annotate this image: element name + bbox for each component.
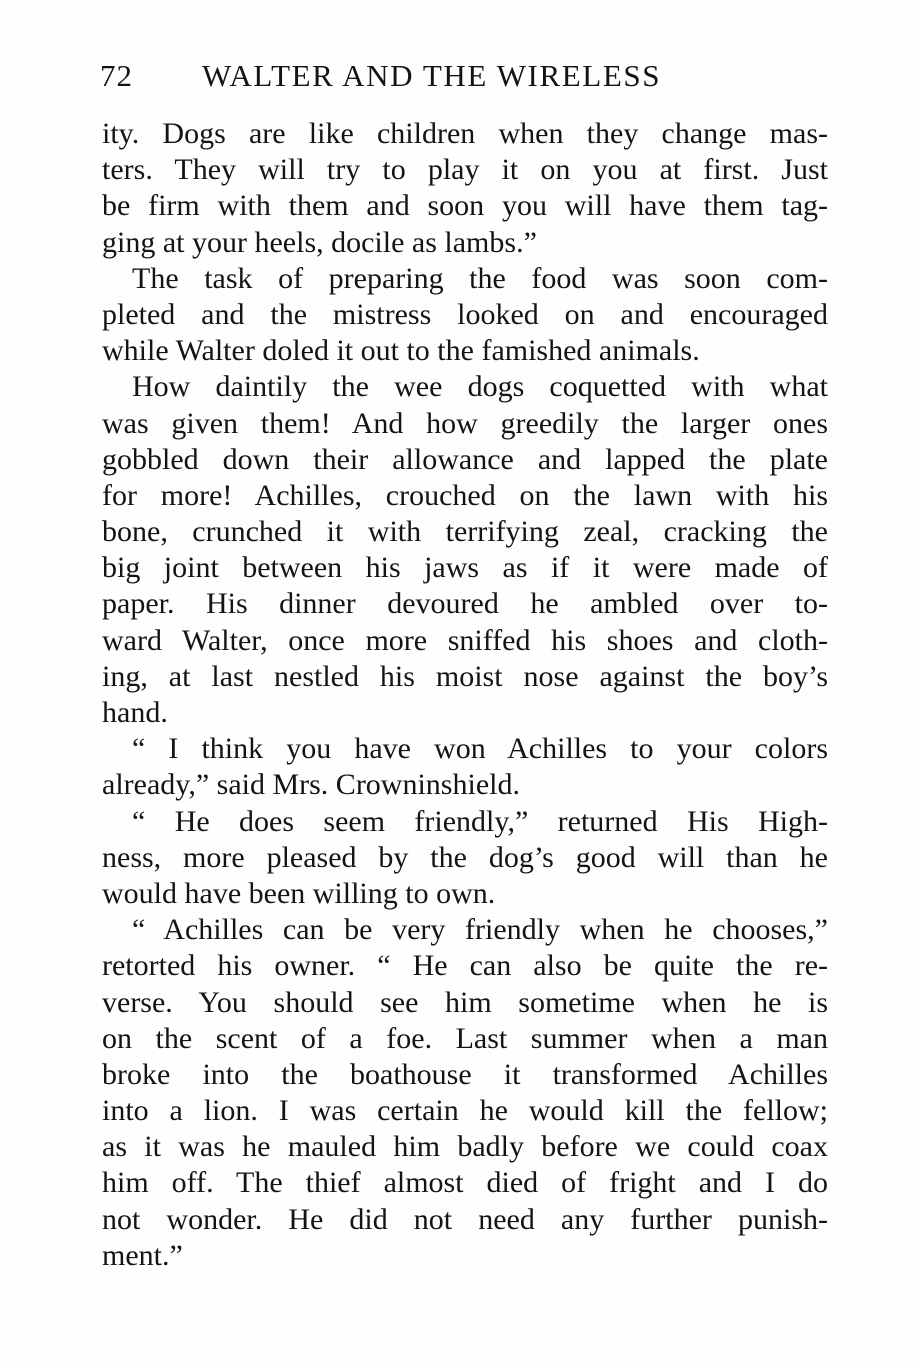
text-line: hand. — [102, 696, 168, 729]
text-line: ity. Dogs are like children when they change mas- — [102, 117, 828, 150]
text-line: ing, at last nestled his moist nose against the boy’s — [102, 659, 828, 693]
text-line: on the scent of a foe. Last summer when a man — [102, 1021, 828, 1055]
text-line: paper. His dinner devoured he ambled over to- — [102, 587, 828, 621]
text-line: him off. The thief almost died of fright and I do — [102, 1166, 828, 1200]
text-line: would have been willing to own. — [102, 876, 496, 910]
text-line: bone, crunched it with terrifying zeal, cracking the — [102, 515, 828, 549]
text-line: big joint between his jaws as if it were made of — [102, 551, 828, 585]
text-line: into a lion. I was certain he would kill the fellow; — [102, 1094, 828, 1128]
text-line: ness, more pleased by the dog’s good will than he — [102, 840, 828, 874]
text-line: How daintily the wee dogs coquetted with what — [132, 370, 828, 404]
text-line: already,” said Mrs. Crowninshield. — [102, 768, 520, 802]
text-line: ward Walter, once more sniffed his shoes and cloth- — [102, 623, 828, 657]
text-line: as it was he mauled him badly before we could coax — [102, 1130, 828, 1164]
text-line: gobbled down their allowance and lapped the plate — [102, 442, 828, 476]
page-header — [100, 58, 740, 98]
text-line: ters. They will try to play it on you at first. Just — [102, 153, 828, 187]
running-head: WALTER AND THE WIRELESS — [202, 58, 662, 93]
text-line: ging at your heels, docile as lambs.” — [102, 225, 537, 259]
text-line: for more! Achilles, crouched on the lawn with his — [102, 478, 828, 512]
text-line: retorted his owner. “ He can also be quite the re- — [102, 949, 828, 983]
text-line: “ I think you have won Achilles to your colors — [132, 732, 828, 766]
text-line: “ He does seem friendly,” returned His High- — [132, 804, 828, 838]
text-line: broke into the boathouse it transformed Achilles — [102, 1057, 828, 1091]
body-text — [102, 116, 828, 1274]
text-line: was given them! And how greedily the larger ones — [102, 406, 828, 440]
text-line: verse. You should see him sometime when he is — [102, 985, 828, 1019]
text-line: ment.” — [102, 1238, 183, 1272]
text-line: be firm with them and soon you will have them tag- — [102, 189, 828, 223]
text-line: “ Achilles can be very friendly when he chooses,” — [132, 913, 828, 947]
text-line: pleted and the mistress looked on and encouraged — [102, 297, 828, 331]
text-line: not wonder. He did not need any further punish- — [102, 1202, 828, 1236]
page-number: 72 — [100, 58, 133, 93]
text-line: while Walter doled it out to the famished animals. — [102, 334, 700, 368]
text-line: The task of preparing the food was soon com- — [132, 261, 828, 295]
